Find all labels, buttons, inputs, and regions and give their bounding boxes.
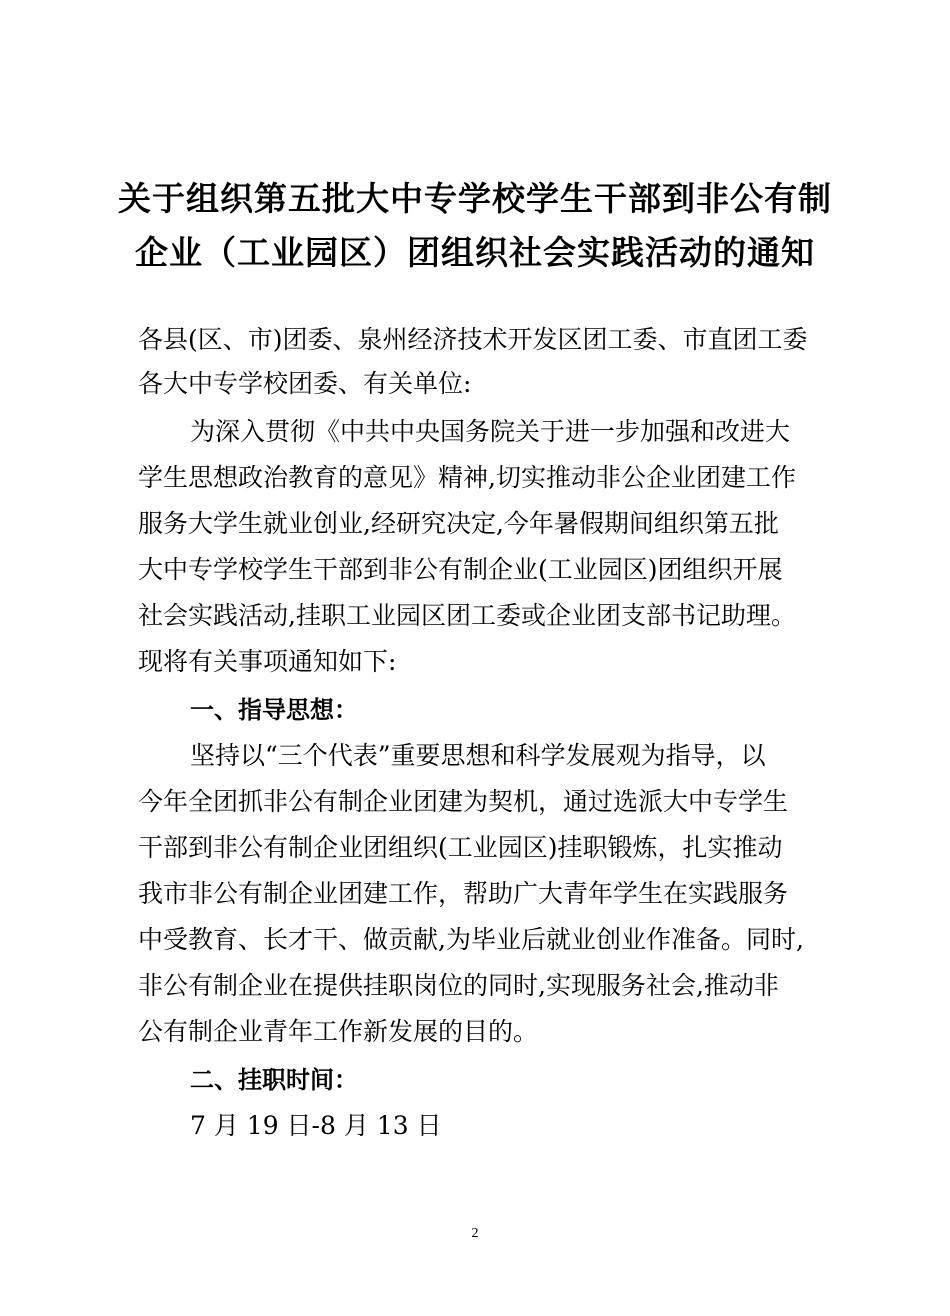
intro-line-5: 社会实践活动,挂职工业园区团工委或企业团支部书记助理。 xyxy=(138,601,796,630)
intro-line-6: 现将有关事项通知如下: xyxy=(138,647,397,676)
section-1-line-7: 公有制企业青年工作新发展的目的。 xyxy=(138,1017,539,1046)
section-2-line-1: 7 月 19 日-8 月 13 日 xyxy=(190,1111,442,1140)
intro-line-1: 为深入贯彻《中共中央国务院关于进一步加强和改进大 xyxy=(190,417,791,446)
section-1-heading: 一、指导思想： xyxy=(190,696,358,724)
addressee-line-2: 各大中专学校团委、有关单位: xyxy=(138,369,472,398)
addressee-line-1: 各县(区、市)团委、泉州经济技术开发区团工委、市直团工委 xyxy=(138,325,808,354)
section-1-line-4: 我市非公有制企业团建工作，帮助广大青年学生在实践服务 xyxy=(138,879,789,908)
section-1-line-3: 干部到非公有制企业团组织(工业园区)挂职锻炼，扎实推动 xyxy=(138,833,783,862)
intro-line-2: 学生思想政治教育的意见》精神,切实推动非公企业团建工作 xyxy=(138,463,796,492)
section-1-line-2: 今年全团抓非公有制企业团建为契机，通过选派大中专学生 xyxy=(138,787,789,816)
document-title-line-2: 企业（工业园区）团组织社会实践活动的通知 xyxy=(135,233,815,272)
intro-line-4: 大中专学校学生干部到非公有制企业(工业园区)团组织开展 xyxy=(138,555,783,584)
intro-line-3: 服务大学生就业创业,经研究决定,今年暑假期间组织第五批 xyxy=(138,509,779,538)
section-2-heading: 二、挂职时间： xyxy=(190,1066,358,1094)
page-number: 2 xyxy=(471,1226,479,1241)
section-1-line-6: 非公有制企业在提供挂职岗位的同时,实现服务社会,推动非 xyxy=(138,971,779,1000)
section-1-line-1: 坚持以“三个代表”重要思想和科学发展观为指导，以 xyxy=(190,741,766,770)
section-1-line-5: 中受教育、长才干、做贡献,为毕业后就业创业作准备。同时, xyxy=(138,925,804,954)
document-title-line-1: 关于组织第五批大中专学校学生干部到非公有制 xyxy=(118,179,832,218)
